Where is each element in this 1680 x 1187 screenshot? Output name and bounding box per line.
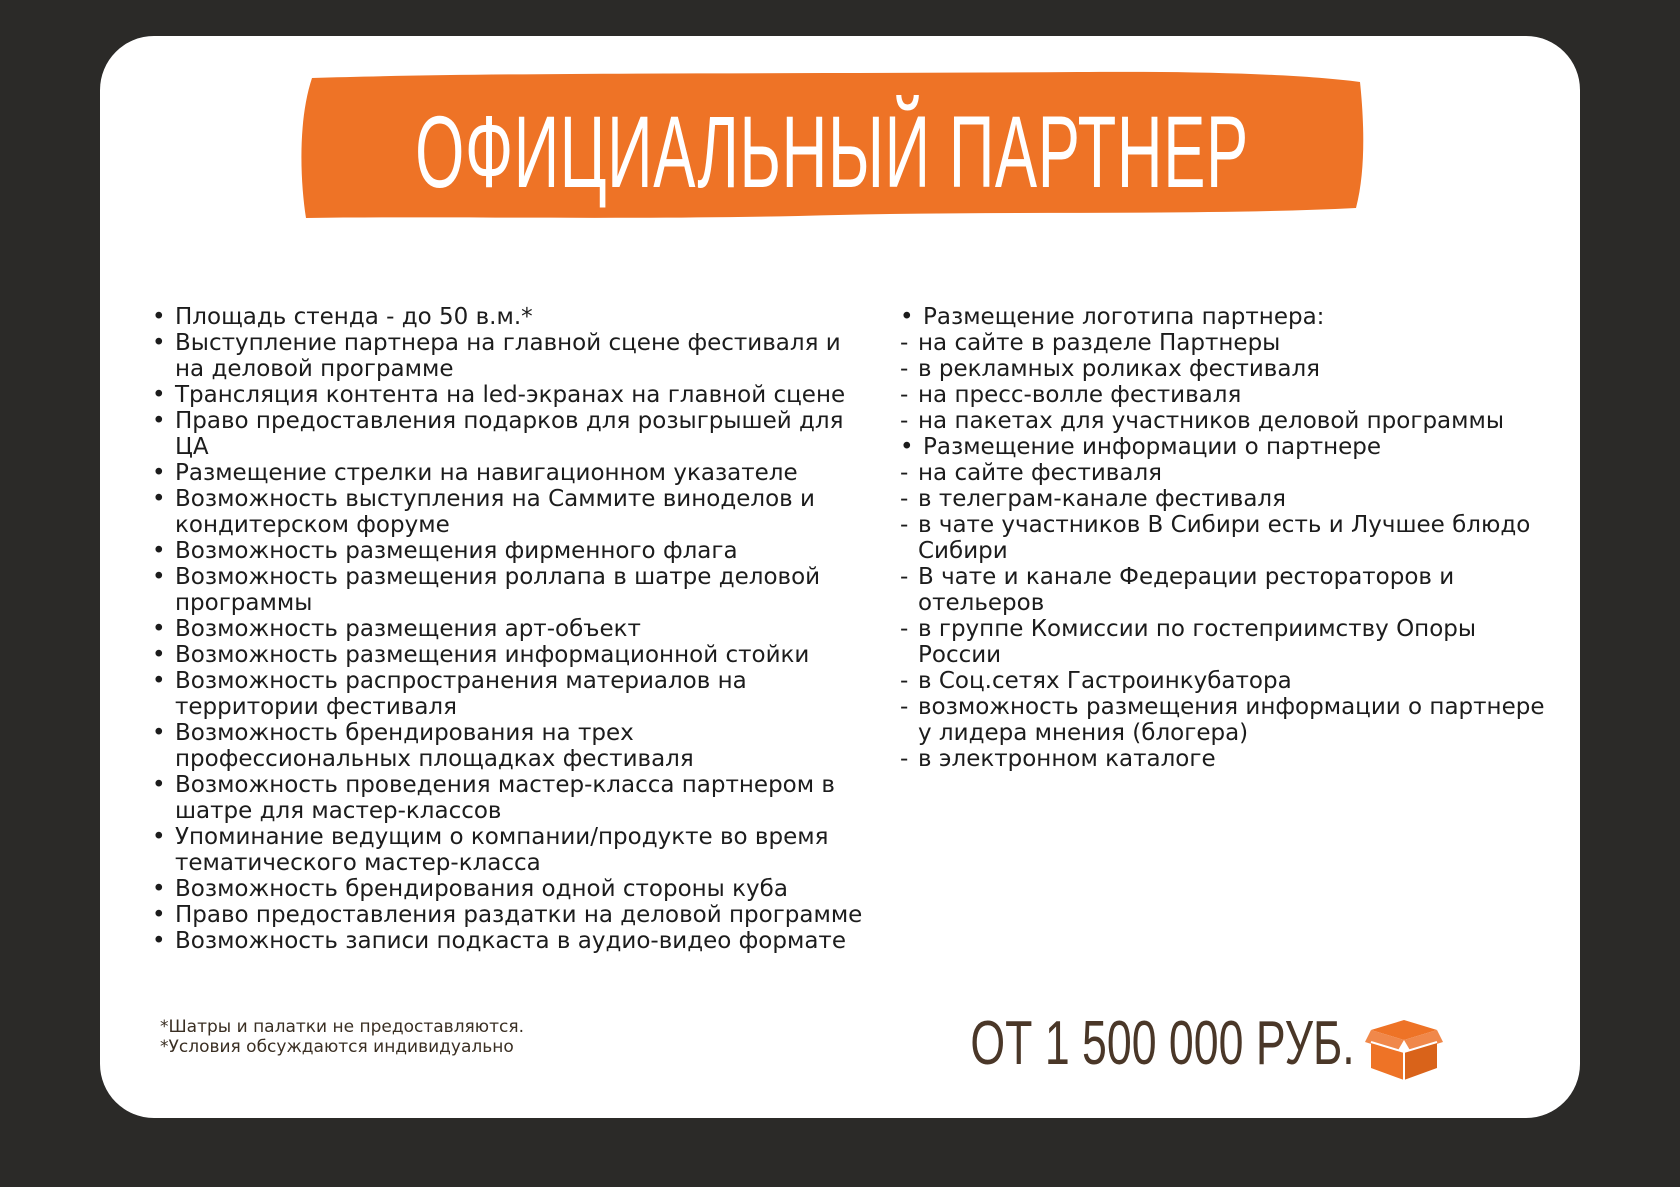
list-subitem: - в рекламных роликах фестиваля	[900, 356, 1320, 382]
page-title: ОФИЦИАЛЬНЫЙ ПАРТНЕР	[415, 94, 1249, 209]
list-subitem: - на сайте в разделе Партнеры	[900, 330, 1281, 356]
dash-icon: -	[900, 564, 909, 590]
list-subitem: - на пакетах для участников деловой программы	[900, 408, 1504, 434]
bullet-icon: •	[152, 772, 166, 798]
dash-icon: -	[900, 512, 909, 538]
bullet-icon: •	[152, 616, 166, 642]
list-subitem: - на пресс-волле фестиваля	[900, 382, 1242, 408]
offer-card	[100, 36, 1580, 1118]
list-item: • Упоминание ведущим о компании/продукте во время тематического мастер-класса	[152, 824, 829, 876]
bullet-icon: •	[152, 720, 166, 746]
dash-icon: -	[900, 668, 909, 694]
bullet-icon: •	[900, 434, 914, 460]
list-subitem: - в электронном каталоге	[900, 746, 1216, 772]
bullet-icon: •	[152, 876, 166, 902]
bullet-icon: •	[152, 538, 166, 564]
list-subitem: - В чате и канале Федерации рестораторов и отельеров	[900, 564, 1455, 616]
list-item: • Возможность брендирования на трех профессиональных площадках фестиваля	[152, 720, 694, 772]
list-item: • Выступление партнера на главной сцене фестиваля и на деловой программе	[152, 330, 841, 382]
price-label: ОТ 1 500 000 РУБ.	[970, 1009, 1355, 1078]
left-benefits-list	[152, 304, 872, 954]
list-subitem: - в Соц.сетях Гастроинкубатора	[900, 668, 1292, 694]
list-item: • Размещение информации о партнере	[900, 434, 1382, 460]
dash-icon: -	[900, 746, 909, 772]
bullet-icon: •	[152, 460, 166, 486]
dash-icon: -	[900, 486, 909, 512]
dash-icon: -	[900, 330, 909, 356]
list-subitem: - возможность размещения информации о партнере у лидера мнения (блогера)	[900, 694, 1545, 746]
list-item: • Право предоставления подарков для розыгрышей для ЦА	[152, 408, 844, 460]
list-item: • Размещение стрелки на навигационном указателе	[152, 460, 798, 486]
bullet-icon: •	[152, 408, 166, 434]
list-item: • Площадь стенда - до 50 в.м.*	[152, 304, 533, 330]
footnote: *Условия обсуждаются индивидуально	[160, 1037, 514, 1057]
dash-icon: -	[900, 356, 909, 382]
bullet-icon: •	[152, 304, 166, 330]
bullet-icon: •	[152, 382, 166, 408]
list-item: • Возможность выступления на Саммите виноделов и кондитерском форуме	[152, 486, 815, 538]
list-subitem: - в группе Комиссии по гостеприимству Опоры России	[900, 616, 1477, 668]
right-benefits-list	[900, 304, 1560, 772]
list-item: • Возможность размещения фирменного флага	[152, 538, 738, 564]
list-item: • Возможность записи подкаста в аудио-видео формате	[152, 928, 846, 954]
list-subitem: - в телеграм-канале фестиваля	[900, 486, 1286, 512]
footnote: *Шатры и палатки не предоставляются.	[160, 1017, 524, 1037]
bullet-icon: •	[152, 642, 166, 668]
bullet-icon: •	[900, 304, 914, 330]
dash-icon: -	[900, 408, 909, 434]
list-subitem: - в чате участников В Сибири есть и Лучшее блюдо Сибири	[900, 512, 1531, 564]
list-item: • Размещение логотипа партнера:	[900, 304, 1325, 330]
dash-icon: -	[900, 382, 909, 408]
open-box-icon	[1363, 1018, 1445, 1082]
title-banner	[298, 70, 1366, 220]
list-item: • Возможность размещения арт-объект	[152, 616, 641, 642]
bullet-icon: •	[152, 902, 166, 928]
list-item: • Возможность брендирования одной стороны куба	[152, 876, 788, 902]
bullet-icon: •	[152, 668, 166, 694]
list-item: • Возможность размещения информационной стойки	[152, 642, 810, 668]
price-block	[970, 1009, 1445, 1098]
bullet-icon: •	[152, 928, 166, 954]
list-item: • Возможность проведения мастер-класса партнером в шатре для мастер-классов	[152, 772, 835, 824]
list-item: • Право предоставления раздатки на деловой программе	[152, 902, 863, 928]
bullet-icon: •	[152, 486, 166, 512]
list-item: • Возможность размещения роллапа в шатре деловой программы	[152, 564, 821, 616]
bullet-icon: •	[152, 564, 166, 590]
list-item: • Трансляция контента на led-экранах на главной сцене	[152, 382, 846, 408]
bullet-icon: •	[152, 330, 166, 356]
dash-icon: -	[900, 616, 909, 642]
dash-icon: -	[900, 694, 909, 720]
bullet-icon: •	[152, 824, 166, 850]
footnotes	[160, 1017, 524, 1057]
dash-icon: -	[900, 460, 909, 486]
list-subitem: - на сайте фестиваля	[900, 460, 1162, 486]
list-item: • Возможность распространения материалов на территории фестиваля	[152, 668, 747, 720]
